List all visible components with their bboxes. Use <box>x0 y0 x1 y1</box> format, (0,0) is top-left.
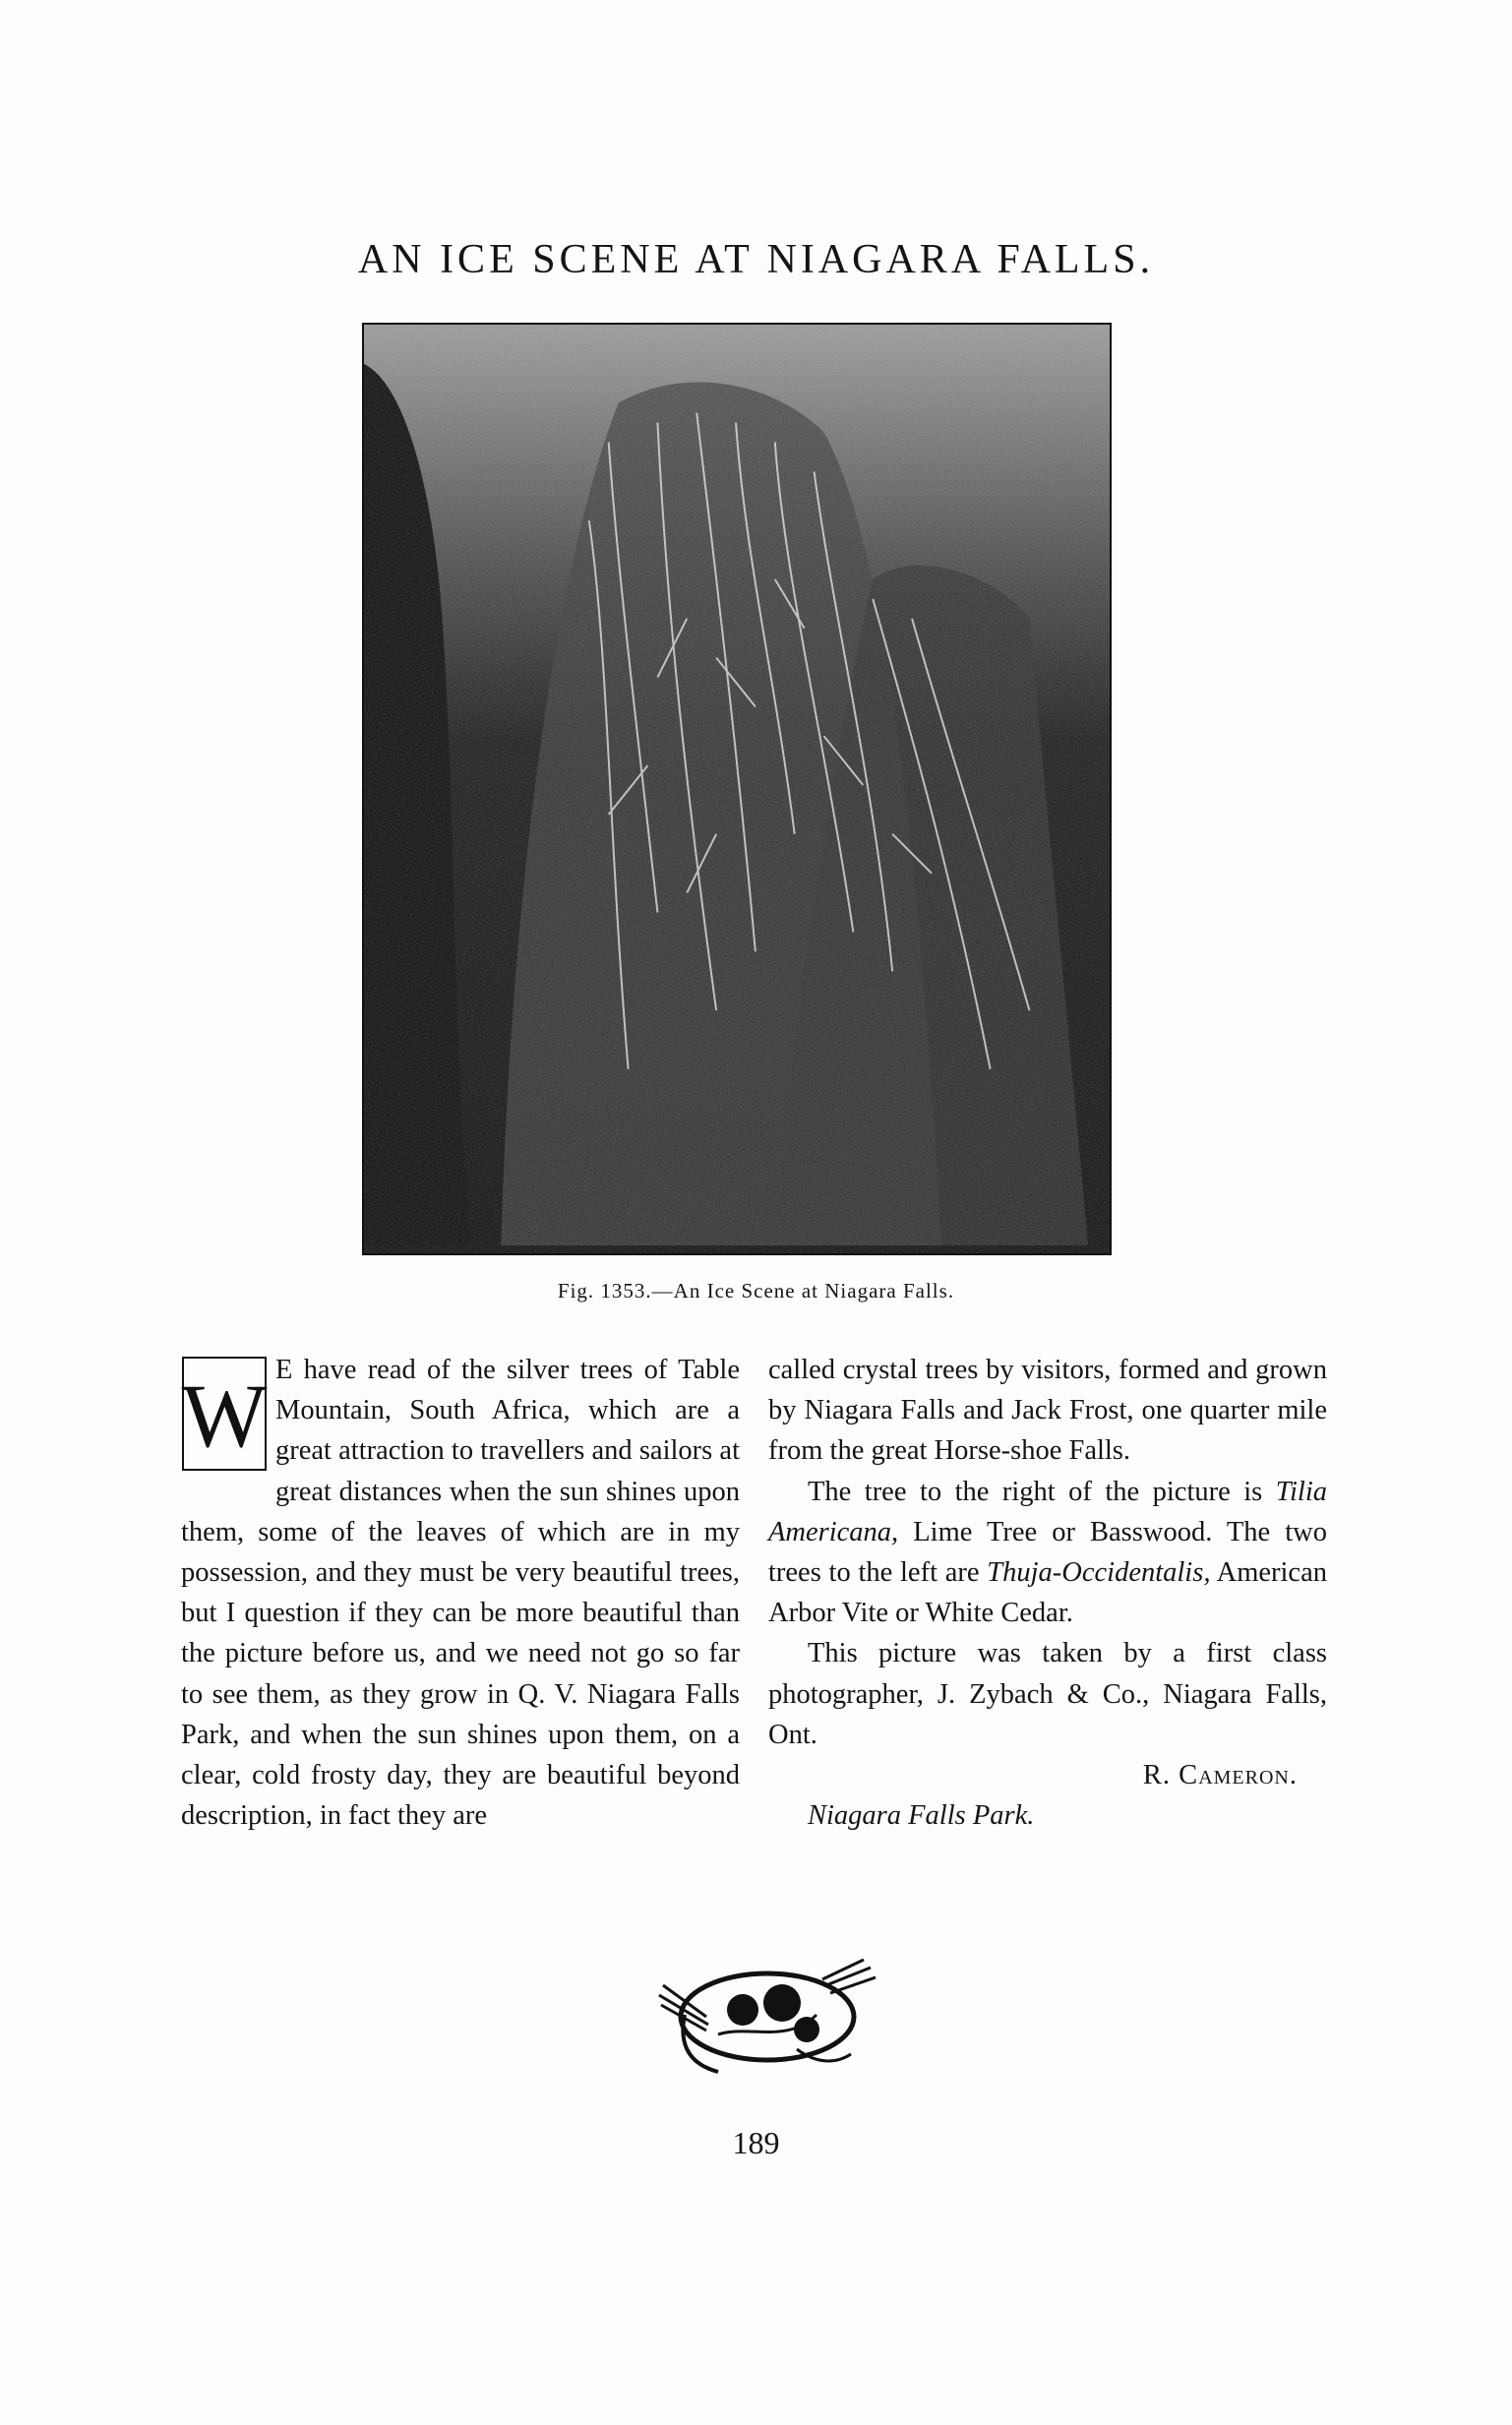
author-signature: R. Cameron. <box>1142 1760 1298 1791</box>
right-paragraph-2: The tree to the right of the picture is Tilia Americana, Lime Tree or Basswood. The two trees to the left are Thuja-Occidentalis, American Arbor Vite or White Cedar. <box>768 1476 1327 1629</box>
right-paragraph-3: This picture was taken by a first class photographer, J. Zybach & Co., Niagara Falls, Ont. <box>768 1638 1327 1750</box>
floral-ornament <box>649 1956 885 2084</box>
page-number: 189 <box>732 2125 780 2160</box>
svg-text:W: W <box>181 1365 268 1466</box>
article-paragraph-1 <box>181 1350 740 1836</box>
article-right-column <box>768 1350 1327 1836</box>
ice-scene-photograph <box>362 323 1112 1255</box>
ice-scene-image <box>364 325 1110 1253</box>
author-location: Niagara Falls Park. <box>808 1800 1035 1832</box>
article-left-column <box>181 1350 740 1836</box>
right-paragraph-1: called crystal trees by visitors, formed and grown by Niagara Falls and Jack Frost, one quarter mile from the great Horse-shoe Falls. <box>768 1355 1327 1467</box>
figure-caption: Fig. 1353.—An Ice Scene at Niagara Falls. <box>557 1279 955 1303</box>
dropcap-w <box>181 1356 268 1472</box>
left-column-text: E have read of the silver trees of Table Mountain, South Africa, which are a great attraction to travellers and sailors at great distances when the sun shines upon them, some of the leaves of which are in my possession, and they must be very beautiful trees, but I question if they can be more beautiful than the picture before us, and we need not go so far to see them, as they grow in Q. V. Niagara Falls Park, and when the sun shines upon them, on a clear, cold frosty day, they are beautiful beyond description, in fact they are <box>181 1355 740 1832</box>
page-title: AN ICE SCENE AT NIAGARA FALLS. <box>357 237 1155 282</box>
